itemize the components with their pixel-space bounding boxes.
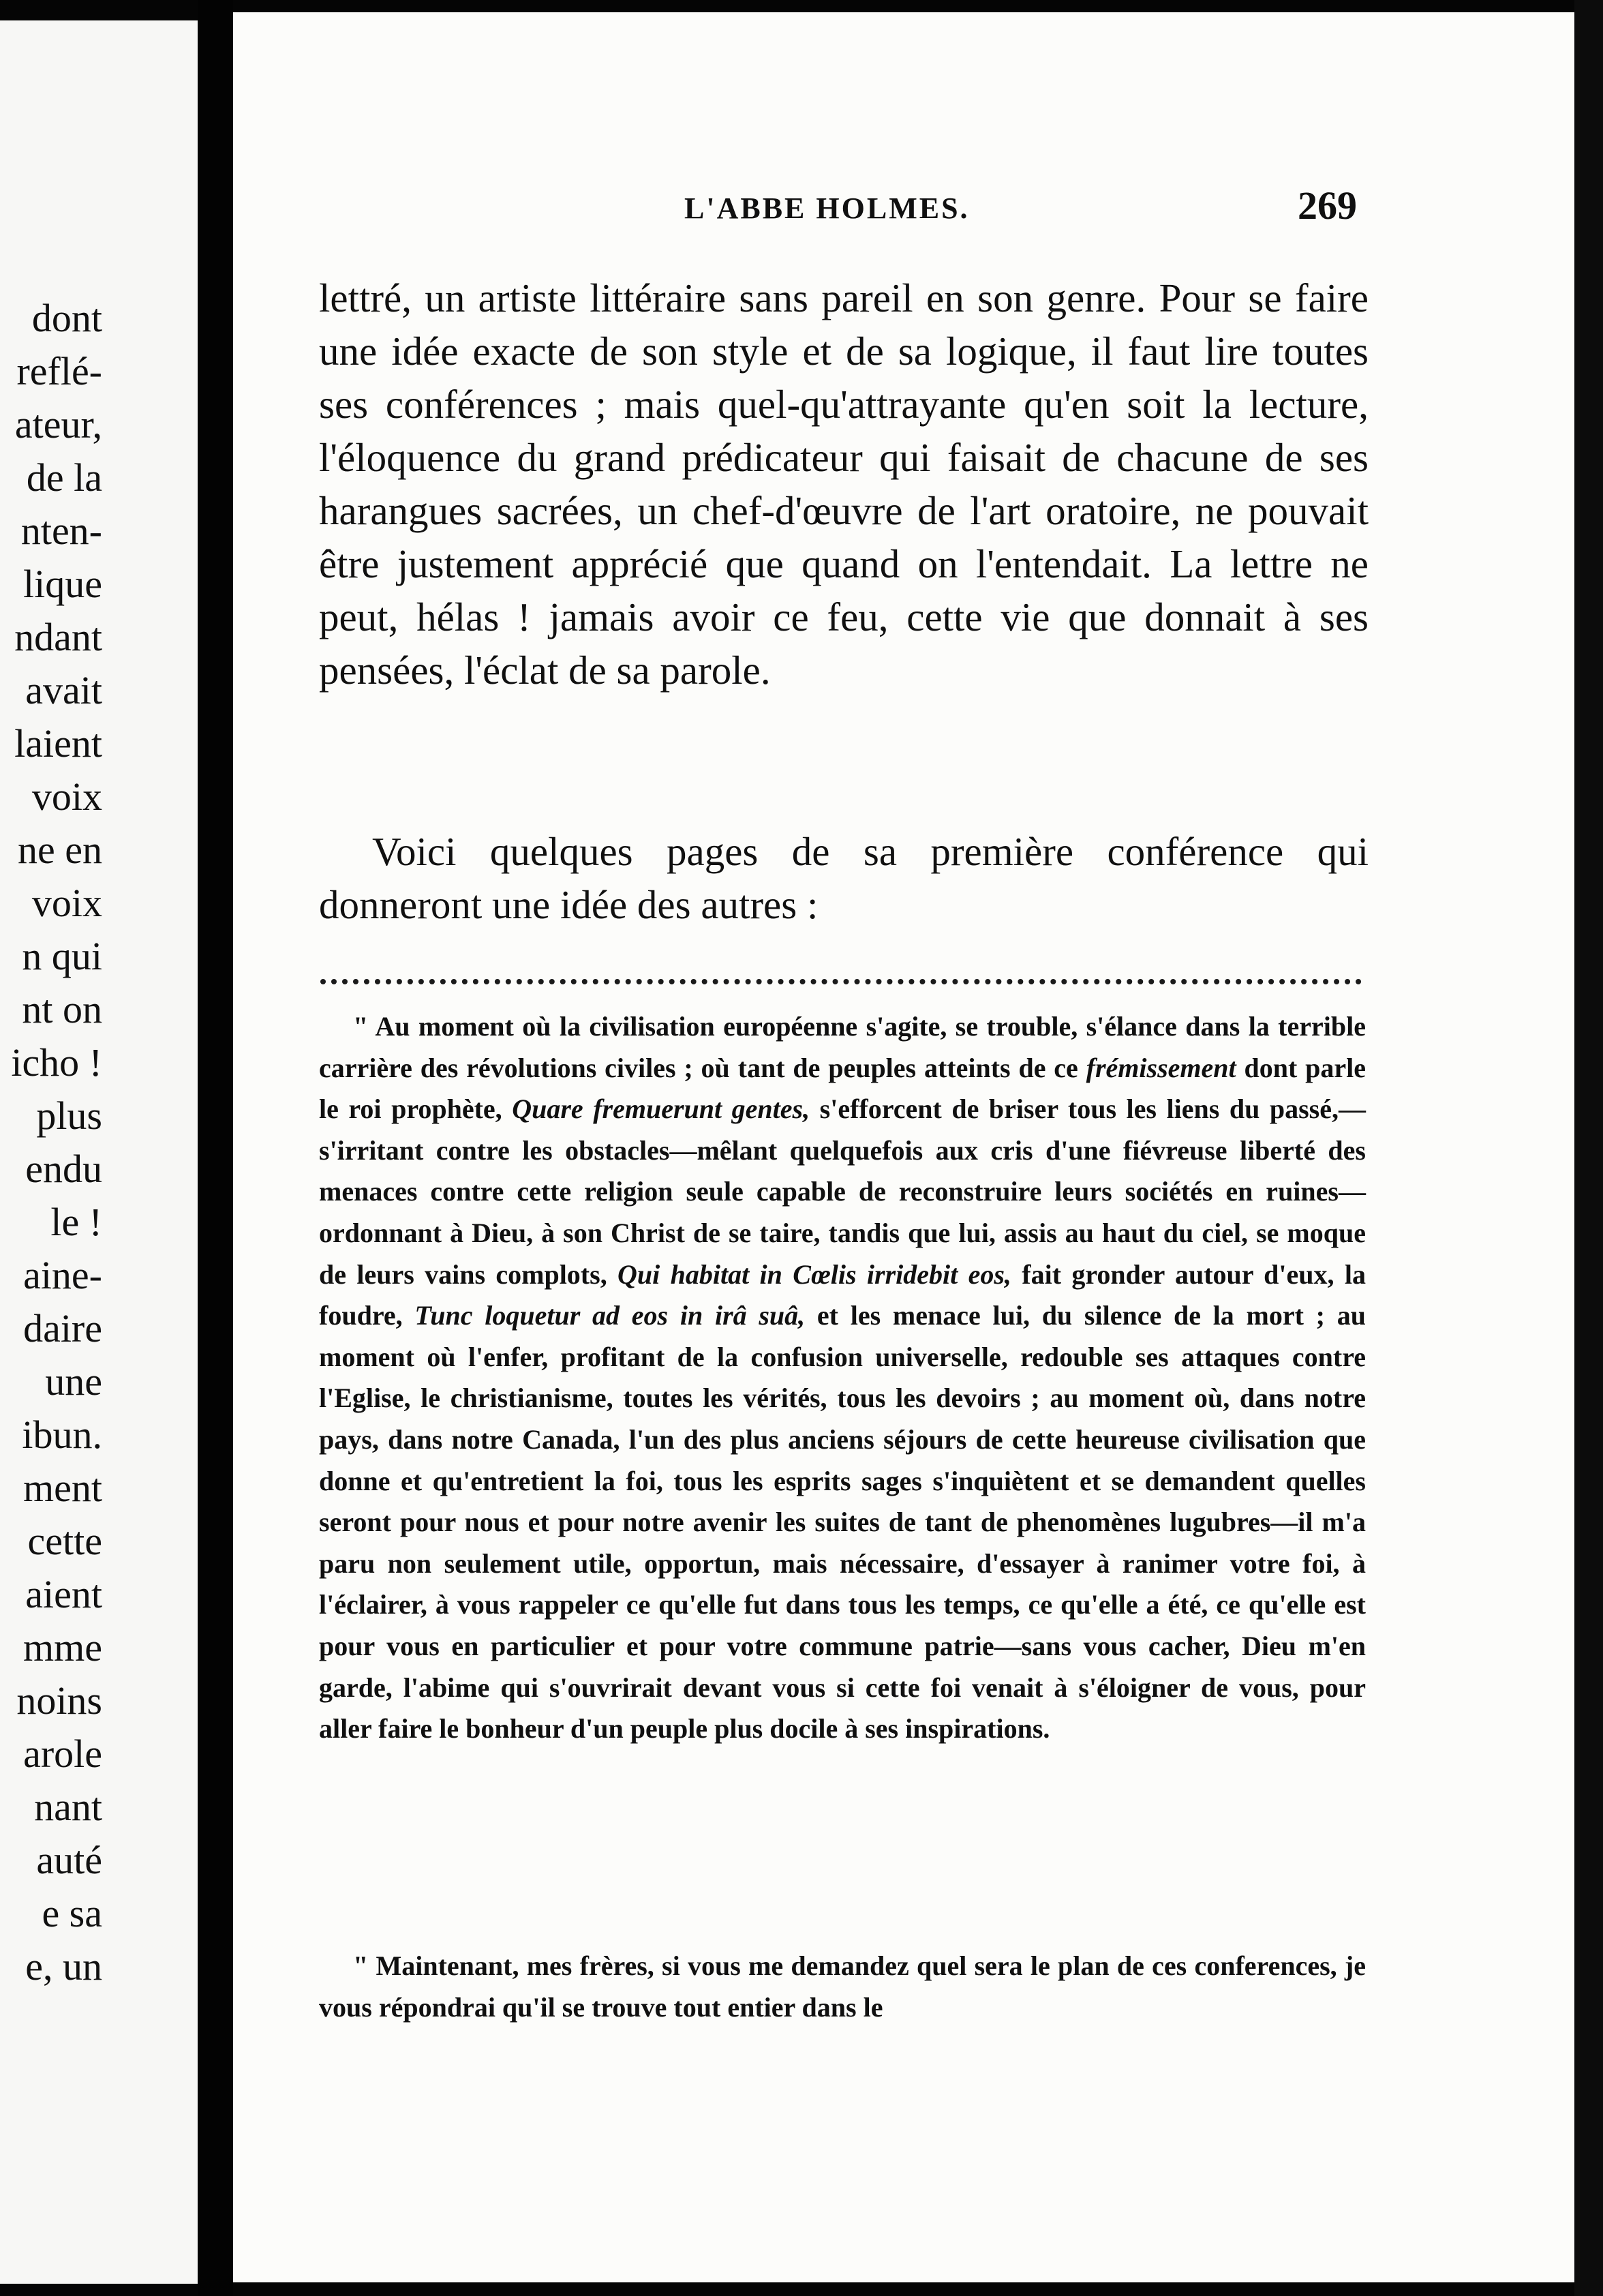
page-edge [1574,0,1603,2296]
line-fragment: de la [26,455,102,500]
line-fragment: plus [36,1093,102,1138]
line-fragment: une [45,1359,102,1404]
line-fragment: avait [25,668,102,712]
line-fragment: endu [25,1147,102,1191]
line-fragment: nt on [22,987,102,1031]
quote-italic-text: Tunc loquetur ad eos in irâ suâ, [414,1300,806,1331]
line-fragment: noins [16,1678,102,1723]
line-fragment: arole [23,1732,102,1776]
line-fragment: cette [27,1519,102,1563]
line-fragment: mme [23,1625,102,1670]
line-fragment: reflé- [16,349,102,393]
line-fragment: aient [25,1572,102,1616]
line-fragment: icho ! [11,1040,102,1085]
quote-text: fait gronder autour d'eux, la foudre, [319,1258,1366,1331]
line-fragment: n qui [22,934,102,978]
body-paragraph: lettré, un artiste littéraire sans pareil en son genre. Pour se faire une idée exacte de son style et de sa logique, il faut lire toutes ses conférences ; mais quel-qu'attrayante qu'en soit la lecture, l'éloquence du grand prédicateur qui faisait de chacune de ses harangues sacrées, un chef-d'œuvre de l'art oratoire, ne pouvait être justement apprécié que quand on l'entendait. La lettre ne peut, hélas ! jamais avoir ce feu, cette vie que donnait à ses pensées, l'éclat de sa parole. [319,275,1369,693]
quoted-paragraph [319,1006,1366,1750]
line-fragment: e sa [42,1891,102,1935]
quote-text: dont parle le roi prophète, [319,1052,1366,1125]
running-title: L'ABBE HOLMES. [684,192,970,225]
line-fragment: nant [34,1785,102,1829]
quote-italic-text: Quare fremuerunt gentes, [512,1093,810,1125]
line-fragment: voix [31,881,102,925]
line-fragment: laient [14,721,102,766]
line-fragment: ndant [14,615,102,659]
quoted-paragraph: " Maintenant, mes frères, si vous me demandez quel sera le plan de ces conferences, je vous répondrai qu'il se trouve tout entier dans le [319,1950,1366,2023]
body-paragraph: Voici quelques pages de sa première conférence qui donneront une idée des autres : [319,829,1369,927]
line-fragment: dont [31,296,102,340]
quote-italic-text: Qui habitat in Cœlis irridebit eos, [617,1258,1011,1290]
line-fragment: ateur, [14,402,102,447]
book-gutter [198,0,233,2296]
line-fragment: daire [23,1306,102,1350]
previous-page-text [11,292,102,1993]
quote-text: s'efforcent de briser tous les liens du passé,—s'irritant contre les obstacles—mêlant quelquefois aux cris d'une fiévreuse liberté des menaces contre cette religion seule capable de reconstruire leurs sociétés en ruines—ordonnant à Dieu, à son Christ de se taire, tandis que lui, assis au haut du ciel, se moque de leurs vains complots, [319,1093,1367,1290]
quote-text: " Au moment où la civilisation européenne s'agite, se trouble, s'élance dans la terrible carrière des révolutions civiles ; où tant de peuples atteints de ce [319,1011,1366,1083]
dotted-separator [320,979,1362,984]
page-number: 269 [1298,183,1357,228]
line-fragment: auté [36,1838,102,1882]
line-fragment: aine- [23,1253,102,1297]
line-fragment: ment [23,1466,102,1510]
quote-text: et les menace lui, du silence de la mort ; au moment où l'enfer, profitant de la confusion universelle, redouble ses attaques contre l'Eglise, le christianisme, toutes les vérités, tous les devoirs ; au moment où, dans notre pays, dans notre Canada, l'un des plus anciens séjours de cette heureuse civilisation que donne et qu'entretient la foi, tous les esprits sages s'inquiètent et se demandent quelles seront pour nous et pour notre avenir les suites de tant de phenomènes lugubres—il m'a paru non seulement utile, opportun, mais nécessaire, d'essayer à ranimer votre foi, à l'éclairer, à vous rappeler ce qu'elle fut dans tous les temps, ce qu'elle a été, ce qu'elle est pour vous en particulier et pour votre commune patrie—sans vous cacher, Dieu m'en garde, l'abime qui s'ouvrirait devant vous si cette foi venait à s'éloigner de vous, pour aller faire le bonheur d'un peuple plus docile à ses inspirations. [319,1300,1366,1744]
previous-page [0,20,198,2284]
line-fragment: e, un [25,1944,102,1989]
line-fragment: ibun. [22,1413,102,1457]
line-fragment: le ! [50,1200,102,1244]
line-fragment: voix [31,774,102,819]
line-fragment: lique [23,562,102,606]
line-fragment: ne en [18,828,102,872]
line-fragment: nten- [20,509,102,553]
quote-italic-text: frémissement [1086,1052,1236,1083]
